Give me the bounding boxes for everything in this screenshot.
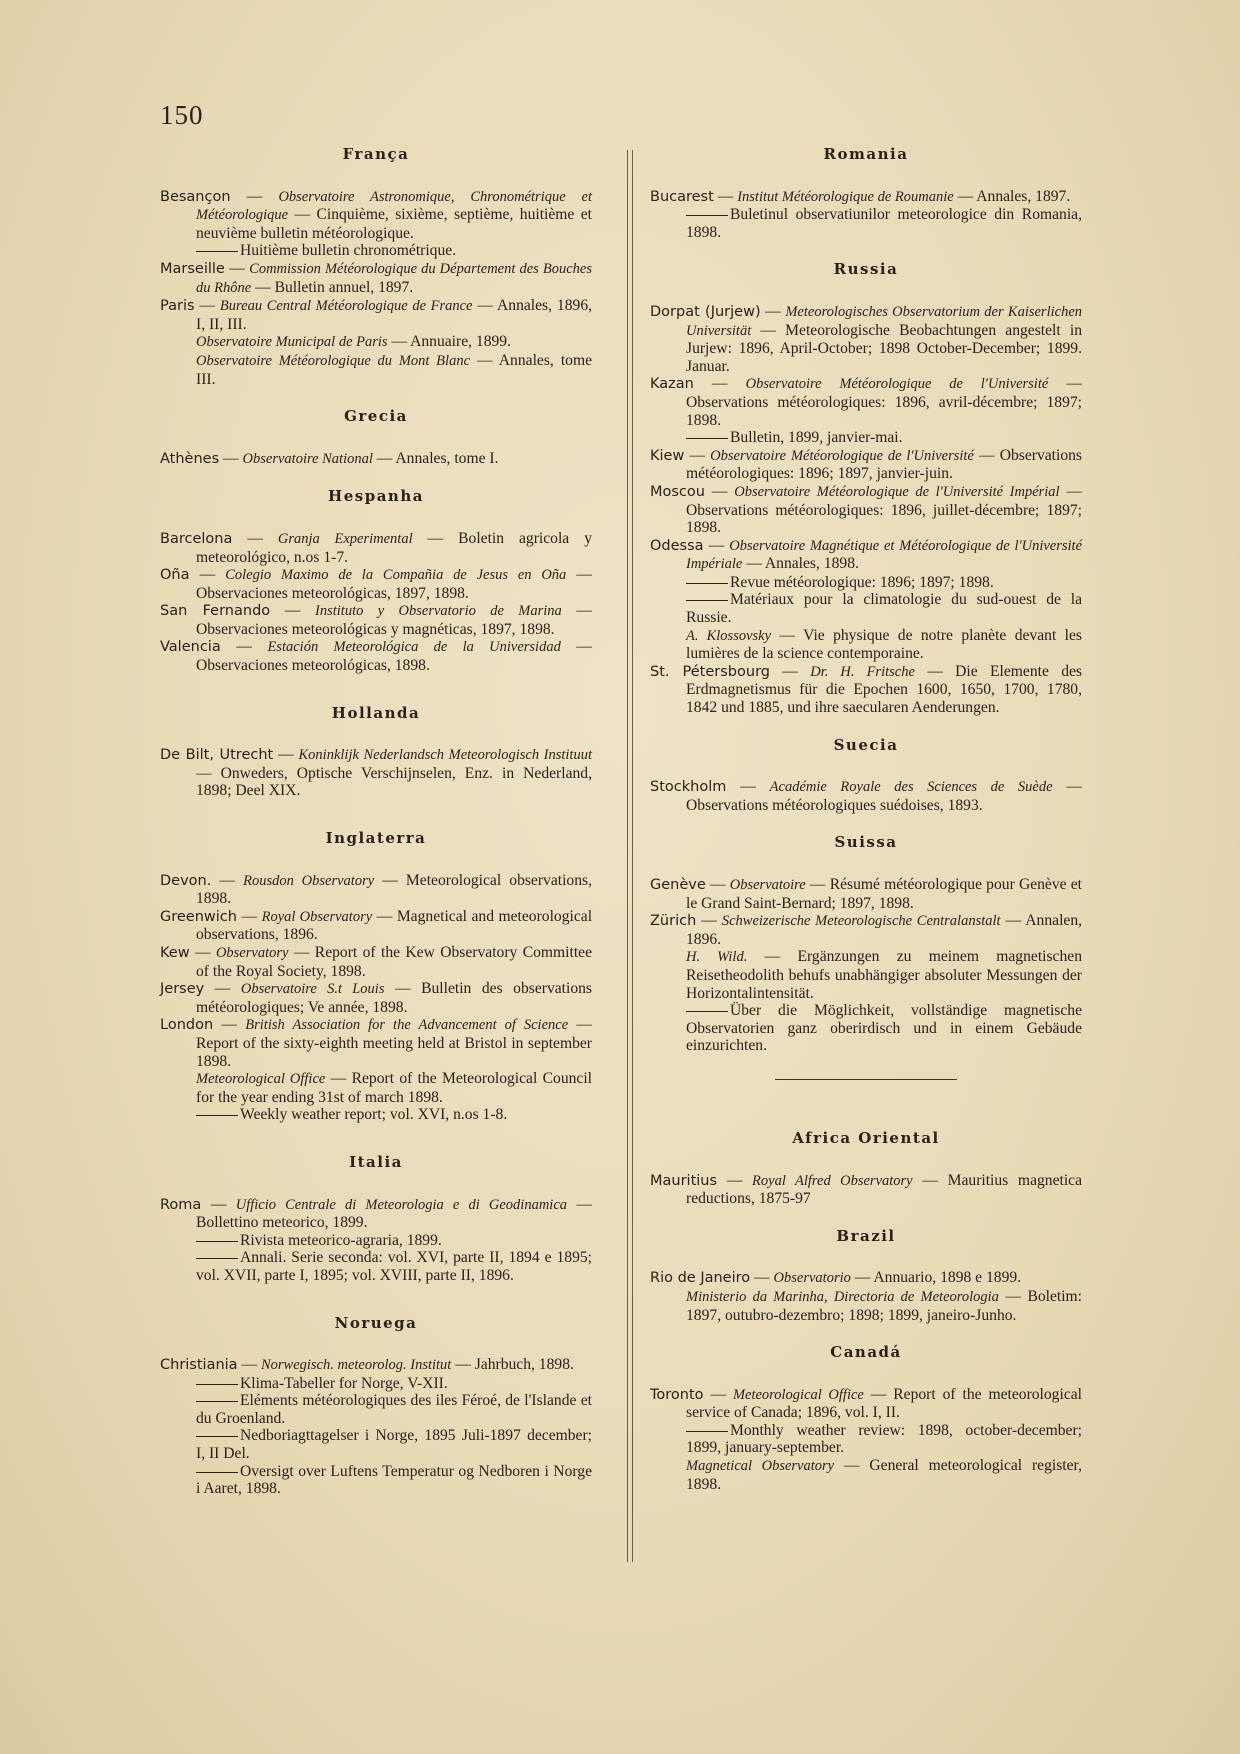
place-name: Marseille	[160, 260, 225, 277]
bibliography-entry: Marseille — Commission Météorologique du Département des Bouches du Rhône — Bulletin annuel, 1897.	[160, 259, 593, 296]
bibliography-entry: Rio de Janeiro — Observatorio — Annuario, 1898 e 1899.	[650, 1269, 1022, 1287]
bibliography-entry: Dorpat (Jurjew) — Meteorologisches Observatorium der Kaiserlichen Universität — Meteorologische Beobachtungen angestelt in Jurjew: 1896, April-October; 1898 October-December; 1899. Januar.	[650, 302, 1083, 375]
publication-text: Magnetical and meteorological observations, 1896.	[196, 907, 593, 944]
place-name: Dorpat (Jurjew)	[650, 303, 761, 320]
publication-text: Meteorological observations, 1898.	[196, 871, 592, 908]
place-name: Oña	[160, 567, 190, 584]
bibliography-entry	[650, 206, 1082, 241]
institution-name: Observatoire Municipal de Paris	[196, 334, 388, 351]
bibliography-entry: Mauritius — Royal Alfred Observatory — Mauritius magnetica reductions, 1875-97	[650, 1171, 1083, 1208]
institution-name: Observatoire Météorologique de l'Université	[745, 376, 1049, 393]
page-number: 150	[160, 100, 204, 130]
bibliography-entry: Barcelona — Granja Experimental — Boletin agricola y meteorológico, n.os 1-7.	[160, 529, 592, 566]
publication-text: Observations météorologiques: 1896, juillet-décembre; 1897; 1898.	[686, 501, 1082, 537]
bibliography-entry: Zürich — Schweizerische Meteorologische Centralanstalt — Annalen, 1896.	[650, 912, 1083, 948]
institution-name: Bureau Central Météorologique de France	[219, 298, 473, 315]
bibliography-entry	[160, 1375, 592, 1393]
publication-text: Report of the sixty-eighth meeting held at Bristol in september 1898.	[196, 1034, 592, 1070]
institution-name: Observatoire National	[242, 450, 373, 467]
bibliography-entry	[650, 1422, 1082, 1457]
institution-name: Koninklijk Nederlandsch Meteorologisch Instituut	[298, 747, 592, 764]
publication-text: Annuaire, 1899.	[410, 333, 511, 351]
ditto-dash	[196, 1115, 238, 1116]
place-name: Moscou	[650, 483, 705, 500]
bibliography-entry	[650, 591, 1082, 626]
institution-name: Royal Observatory	[261, 908, 373, 925]
bibliography-entry: Observatoire Météorologique du Mont Blanc — Annales, tome III.	[196, 351, 593, 388]
place-name: Odessa	[650, 537, 704, 554]
place-name: Christiania	[160, 1357, 238, 1374]
bibliography-entry	[160, 1463, 592, 1498]
publication-text: Boletin agricola y meteorológico, n.os 1-7.	[196, 529, 592, 566]
publication-text: Cinquième, sixième, septième, huitième et neuvième bulletin météorologique.	[196, 206, 593, 242]
publication-text: Annales, 1898.	[764, 555, 859, 573]
place-name: Barcelona	[160, 530, 233, 547]
institution-name: Granja Experimental	[277, 530, 413, 547]
country-heading: Italia	[349, 1152, 403, 1171]
ditto-dash	[196, 1472, 238, 1473]
bibliography-entry: H. Wild. — Ergänzungen zu meinem magnetischen Reisetheodolith behufs unabhängiger absoluter Messungen der Horizontalintensität.	[686, 948, 1082, 1002]
publication-text: Annales, 1897.	[976, 187, 1071, 205]
bibliography-entry: Besançon — Observatoire Astronomique, Chronométrique et Météorologique — Cinquième, sixième, septième, huitième et neuvième bulletin météorologique.	[160, 187, 593, 242]
bibliography-entry: Paris — Bureau Central Météorologique de France — Annales, 1896, I, II, III.	[160, 297, 593, 333]
place-name: Kew	[160, 945, 190, 961]
country-heading: Hespanha	[328, 487, 424, 506]
bibliography-entry	[160, 1249, 592, 1284]
publication-text: Observaciones meteorológicas, 1897, 1898.	[196, 584, 469, 602]
bibliography-entry: Kazan — Observatoire Météorologique de l'Université — Observations météorologiques: 1896, avril-décembre; 1897; 1898.	[650, 375, 1082, 429]
right-column	[650, 146, 1082, 1493]
publication-text: Annali. Serie seconda: vol. XVI, parte II, 1894 e 1895; vol. XVII, parte I, 1895; vol. XVIII, parte II, 1896.	[196, 1249, 592, 1284]
place-name: Devon.	[160, 872, 212, 889]
publication-text: Report of the meteorological service of Canada; 1896, vol. I, II.	[686, 1385, 1082, 1422]
ditto-dash	[196, 1258, 238, 1259]
publication-text: Buletinul observatiunilor meteorologice din Romania, 1898.	[686, 206, 1082, 241]
place-name: Stockholm	[650, 779, 727, 796]
ditto-dash	[686, 1011, 728, 1012]
bibliography-entry: Valencia — Estación Meteorológica de la Universidad — Observaciones meteorológicas, 1898.	[160, 638, 593, 675]
bibliography-entry: Jersey — Observatoire S.t Louis — Bulletin des observations météorologiques; Ve année, 1898.	[160, 980, 593, 1016]
bibliography-entry	[160, 1427, 592, 1462]
country-heading: França	[342, 145, 410, 163]
institution-name: Dr. H. Fritsche	[810, 663, 915, 680]
publication-text: Report of the Meteorological Council for the year ending 31st of march 1898.	[196, 1070, 593, 1106]
ditto-dash	[686, 583, 728, 584]
place-name: Kazan	[650, 376, 694, 393]
ditto-dash	[196, 251, 238, 252]
institution-name: Ufficio Centrale di Meteorologia e di Geodinamica	[235, 1196, 567, 1213]
country-section	[650, 1079, 1082, 1208]
place-name: Greenwich	[160, 908, 237, 925]
country-heading: Africa Oriental	[792, 1128, 940, 1147]
country-section	[160, 146, 592, 388]
publication-text: Meteorologische Beobachtungen angestelt in Jurjew: 1896, April-October; 1898 October-December; 1899. Januar.	[686, 321, 1082, 375]
publication-text: Boletim: 1897, outubro-dezembro; 1898; 1899, janeiro-Junho.	[686, 1287, 1083, 1324]
publication-text: Mauritius magnetica reductions, 1875-97	[686, 1171, 1083, 1208]
publication-text: Annuario, 1898 e 1899.	[873, 1269, 1022, 1287]
place-name: Valencia	[160, 639, 221, 656]
institution-name: Institut Météorologique de Roumanie	[737, 188, 954, 205]
country-section	[160, 488, 592, 674]
country-heading: Canadá	[830, 1343, 902, 1362]
publication-text: Bulletin, 1899, janvier-mai.	[730, 429, 903, 447]
bibliography-entry: St. Pétersbourg — Dr. H. Fritsche — Die Elemente des Erdmagnetismus für die Epochen 1600, 1650, 1700, 1780, 1842 und 1885, und ihre saecularen Aenderungen.	[650, 662, 1082, 717]
country-heading: Suissa	[834, 833, 898, 852]
institution-name: Observatoire Météorologique du Mont Blanc	[196, 352, 470, 369]
publication-text: Rivista meteorico-agraria, 1899.	[240, 1231, 442, 1249]
country-section	[650, 261, 1082, 716]
bibliography-entry	[650, 1002, 1082, 1055]
country-heading: Inglaterra	[325, 829, 427, 848]
institution-name: Colegio Maximo de la Compañia de Jesus en Oña	[225, 567, 567, 584]
institution-name: Observatoire Astronomique, Chronométrique et Météorologique	[196, 188, 592, 224]
ditto-dash	[196, 1384, 238, 1385]
country-section	[160, 1315, 592, 1498]
bibliography-entry: Christiania — Norwegisch. meteorolog. Institut — Jahrbuch, 1898.	[160, 1356, 574, 1374]
country-section	[160, 1154, 592, 1285]
bibliography-entry: Oña — Colegio Maximo de la Compañia de Jesus en Oña — Observaciones meteorológicas, 1897, 1898.	[160, 566, 592, 602]
publication-text: Observations météorologiques: 1896; 1897, janvier-juin.	[686, 446, 1083, 483]
bibliography-entry: Genève — Observatoire — Résumé météorologique pour Genève et le Grand Saint-Bernard; 1897, 1898.	[650, 876, 1083, 912]
country-heading: Hollanda	[331, 703, 421, 722]
place-name: Besançon	[160, 188, 231, 205]
institution-name: Observatoire S.t Louis	[240, 981, 385, 998]
publication-text: Nedboriagttagelser i Norge, 1895 Juli-1897 december; I, II Del.	[196, 1427, 592, 1463]
place-name: San Fernando	[160, 603, 271, 620]
publication-text: Oversigt over Luftens Temperatur og Nedboren i Norge i Aaret, 1898.	[196, 1462, 592, 1498]
country-section	[650, 834, 1082, 1055]
place-name: De Bilt, Utrecht	[160, 747, 274, 764]
publication-text: Jahrbuch, 1898.	[474, 1356, 574, 1374]
bibliography-entry: Devon. — Rousdon Observatory — Meteorological observations, 1898.	[160, 871, 592, 908]
institution-name: Observatoire	[729, 877, 806, 893]
publication-text: Huitième bulletin chronométrique.	[240, 242, 457, 260]
country-heading: Noruega	[334, 1313, 418, 1332]
bibliography-entry: A. Klossovsky — Vie physique de notre planète devant les lumières de la science contemporaine.	[686, 626, 1082, 663]
bibliography-entry: Stockholm — Académie Royale des Sciences de Suède — Observations météorologiques suédoises, 1893.	[650, 778, 1082, 814]
publication-text: Observaciones meteorológicas, 1898.	[196, 657, 430, 675]
left-column	[160, 146, 592, 1498]
bibliography-entry: De Bilt, Utrecht — Koninklijk Nederlandsch Meteorologisch Instituut — Onweders, Optische Verschijnselen, Enz. in Nederland, 1898; Deel XIX.	[160, 746, 592, 800]
place-name: Kiew	[650, 447, 685, 464]
bibliography-entry: Ministerio da Marinha, Directoria de Meteorologia — Boletim: 1897, outubro-dezembro; 1898; 1899, janeiro-Junho.	[686, 1287, 1083, 1324]
column-divider	[627, 150, 633, 1562]
publication-text: Bollettino meteorico, 1899.	[196, 1214, 368, 1232]
institution-name: Commission Météorologique du Département des Bouches du Rhône	[196, 260, 593, 296]
institution-name: A. Klossovsky	[686, 627, 772, 644]
institution-name: Meteorologisches Observatorium der Kaiserlichen Universität	[686, 303, 1083, 339]
country-heading: Romania	[823, 145, 909, 163]
place-name: London	[160, 1017, 214, 1034]
ditto-dash	[196, 1401, 238, 1402]
bibliography-entry: Greenwich — Royal Observatory — Magnetical and meteorological observations, 1896.	[160, 907, 593, 944]
bibliography-entry	[160, 242, 592, 260]
country-heading: Russia	[833, 260, 899, 279]
ditto-dash	[686, 1431, 728, 1432]
country-heading: Grecia	[344, 407, 408, 426]
bibliography-entry	[160, 1232, 592, 1250]
institution-name: Académie Royale des Sciences de Suède	[769, 779, 1053, 796]
place-name: Bucarest	[650, 188, 714, 205]
publication-text: Report of the Kew Observatory Committee of the Royal Society, 1898.	[196, 944, 593, 980]
publication-text: Bulletin annuel, 1897.	[274, 278, 414, 296]
ditto-dash	[686, 438, 728, 439]
publication-text: Ergänzungen zu meinem magnetischen Reisetheodolith behufs unabhängiger absoluter Messungen der Horizontalintensität.	[686, 948, 1082, 1002]
place-name: Toronto	[650, 1386, 704, 1403]
publication-text: Revue météorologique: 1896; 1897; 1898.	[730, 573, 994, 591]
place-name: Mauritius	[650, 1172, 718, 1189]
institution-name: Instituto y Observatorio de Marina	[315, 603, 562, 620]
place-name: Rio de Janeiro	[650, 1270, 751, 1287]
publication-text: Eléments météorologiques des iles Féroé, de l'Islande et du Groenland.	[196, 1392, 592, 1427]
place-name: Zürich	[650, 913, 697, 930]
institution-name: Meteorological Office	[196, 1071, 326, 1088]
institution-name: Rousdon Observatory	[243, 872, 375, 889]
publication-text: Onweders, Optische Verschijnselen, Enz. in Nederland, 1898; Deel XIX.	[196, 764, 592, 800]
ditto-dash	[686, 600, 728, 601]
publication-text: Résumé météorologique pour Genève et le Grand Saint-Bernard; 1897, 1898.	[686, 876, 1083, 912]
country-heading: Suecia	[833, 735, 899, 754]
place-name: Athènes	[160, 450, 220, 467]
publication-text: Annales, tome I.	[395, 449, 499, 467]
country-heading: Brazil	[836, 1226, 896, 1245]
institution-name: Observatoire Météorologique de l'Université Impérial	[734, 483, 1060, 500]
place-name: Paris	[160, 298, 195, 315]
institution-name: Observatory	[215, 945, 289, 961]
country-section	[160, 830, 592, 1124]
bibliography-entry: Kiew — Observatoire Météorologique de l'Université — Observations météorologiques: 1896; 1897, janvier-juin.	[650, 446, 1083, 483]
publication-text: Annalen, 1896.	[686, 912, 1083, 948]
ditto-dash	[196, 1436, 238, 1437]
bibliography-entry: Kew — Observatory — Report of the Kew Observatory Committee of the Royal Society, 1898.	[160, 944, 593, 980]
institution-name: British Association for the Advancement of Science	[245, 1017, 569, 1034]
bibliography-entry: Athènes — Observatoire National — Annales, tome I.	[160, 449, 499, 467]
place-name: Jersey	[160, 981, 205, 998]
publication-text: Observations météorologiques: 1896, avril-décembre; 1897; 1898.	[686, 393, 1082, 429]
institution-name: Schweizerische Meteorologische Centralanstalt	[721, 913, 1001, 930]
publication-text: Monthly weather review: 1898, october-december; 1899, january-september.	[686, 1421, 1082, 1457]
institution-name: Norwegisch. meteorolog. Institut	[260, 1357, 452, 1374]
bibliography-entry	[650, 574, 1082, 592]
publication-text: Vie physique de notre planète devant les lumières de la science contemporaine.	[686, 626, 1082, 663]
institution-name: Estación Meteorológica de la Universidad	[267, 639, 561, 656]
bibliography-entry: Magnetical Observatory — General meteorological register, 1898.	[686, 1457, 1083, 1493]
publication-text: Observations météorologiques suédoises, 1893.	[686, 796, 983, 814]
country-section	[160, 705, 592, 800]
place-name: Genève	[650, 877, 706, 893]
bibliography-entry: Roma — Ufficio Centrale di Meteorologia e di Geodinamica — Bollettino meteorico, 1899.	[160, 1195, 592, 1232]
publication-text: Über die Möglichkeit, vollständige magnetische Observatorien ganz oberirdisch und in einem Gebäude einzurichten.	[686, 1002, 1082, 1055]
institution-name: Observatoire Magnétique et Météorologique de l'Université Impériale	[686, 537, 1083, 573]
bibliography-entry: Moscou — Observatoire Météorologique de l'Université Impérial — Observations météorologiques: 1896, juillet-décembre; 1897; 1898.	[650, 482, 1083, 537]
publication-text: Die Elemente des Erdmagnetismus für die Epochen 1600, 1650, 1700, 1780, 1842 und 1885, und ihre saecularen Aenderungen.	[686, 662, 1082, 717]
institution-name: Magnetical Observatory	[686, 1458, 835, 1475]
ditto-dash	[196, 1241, 238, 1242]
bibliography-entry: Meteorological Office — Report of the Meteorological Council for the year ending 31st of march 1898.	[196, 1070, 593, 1106]
bibliography-entry	[160, 1392, 592, 1427]
bibliography-entry: Odessa — Observatoire Magnétique et Météorologique de l'Université Impériale — Annales, 1898.	[650, 536, 1083, 573]
bibliography-entry: San Fernando — Instituto y Observatorio de Marina — Observaciones meteorológicas y magnéticas, 1897, 1898.	[160, 602, 593, 638]
country-section	[650, 1228, 1082, 1324]
country-section	[650, 146, 1082, 241]
publication-text: Bulletin des observations météorologiques; Ve année, 1898.	[196, 980, 593, 1016]
institution-name: H. Wild.	[686, 949, 748, 966]
place-name: St. Pétersbourg	[650, 663, 770, 680]
institution-name: Meteorological Office	[732, 1386, 864, 1403]
bibliography-entry: Observatoire Municipal de Paris — Annuaire, 1899.	[196, 333, 511, 351]
bibliography-entry: Bucarest — Institut Météorologique de Roumanie — Annales, 1897.	[650, 187, 1071, 205]
publication-text: Observaciones meteorológicas y magnéticas, 1897, 1898.	[196, 620, 555, 638]
country-section	[650, 737, 1082, 815]
place-name: Roma	[160, 1196, 202, 1213]
bibliography-entry: London — British Association for the Advancement of Science — Report of the sixty-eighth meeting held at Bristol in september 1898.	[160, 1016, 592, 1070]
publication-text: Klima-Tabeller for Norge, V-XII.	[240, 1374, 448, 1392]
country-section	[650, 1344, 1082, 1493]
publication-text: Annales, tome III.	[196, 351, 593, 388]
institution-name: Royal Alfred Observatory	[752, 1172, 913, 1189]
publication-text: Matériaux pour la climatologie du sud-ouest de la Russie.	[686, 591, 1082, 627]
bibliography-entry	[160, 1106, 592, 1124]
publication-text: Weekly weather report; vol. XVI, n.os 1-8.	[240, 1106, 508, 1124]
section-rule	[775, 1079, 957, 1080]
publication-text: General meteorological register, 1898.	[686, 1457, 1083, 1493]
publication-text: Annales, 1896, I, II, III.	[196, 297, 593, 333]
country-section	[160, 408, 592, 468]
bibliography-entry	[650, 429, 1082, 447]
institution-name: Observatorio	[773, 1270, 851, 1287]
ditto-dash	[686, 215, 728, 216]
institution-name: Observatoire Météorologique de l'Université	[710, 447, 974, 464]
institution-name: Ministerio da Marinha, Directoria de Meteorologia	[686, 1288, 999, 1305]
bibliography-entry: Toronto — Meteorological Office — Report of the meteorological service of Canada; 1896, vol. I, II.	[650, 1385, 1082, 1422]
